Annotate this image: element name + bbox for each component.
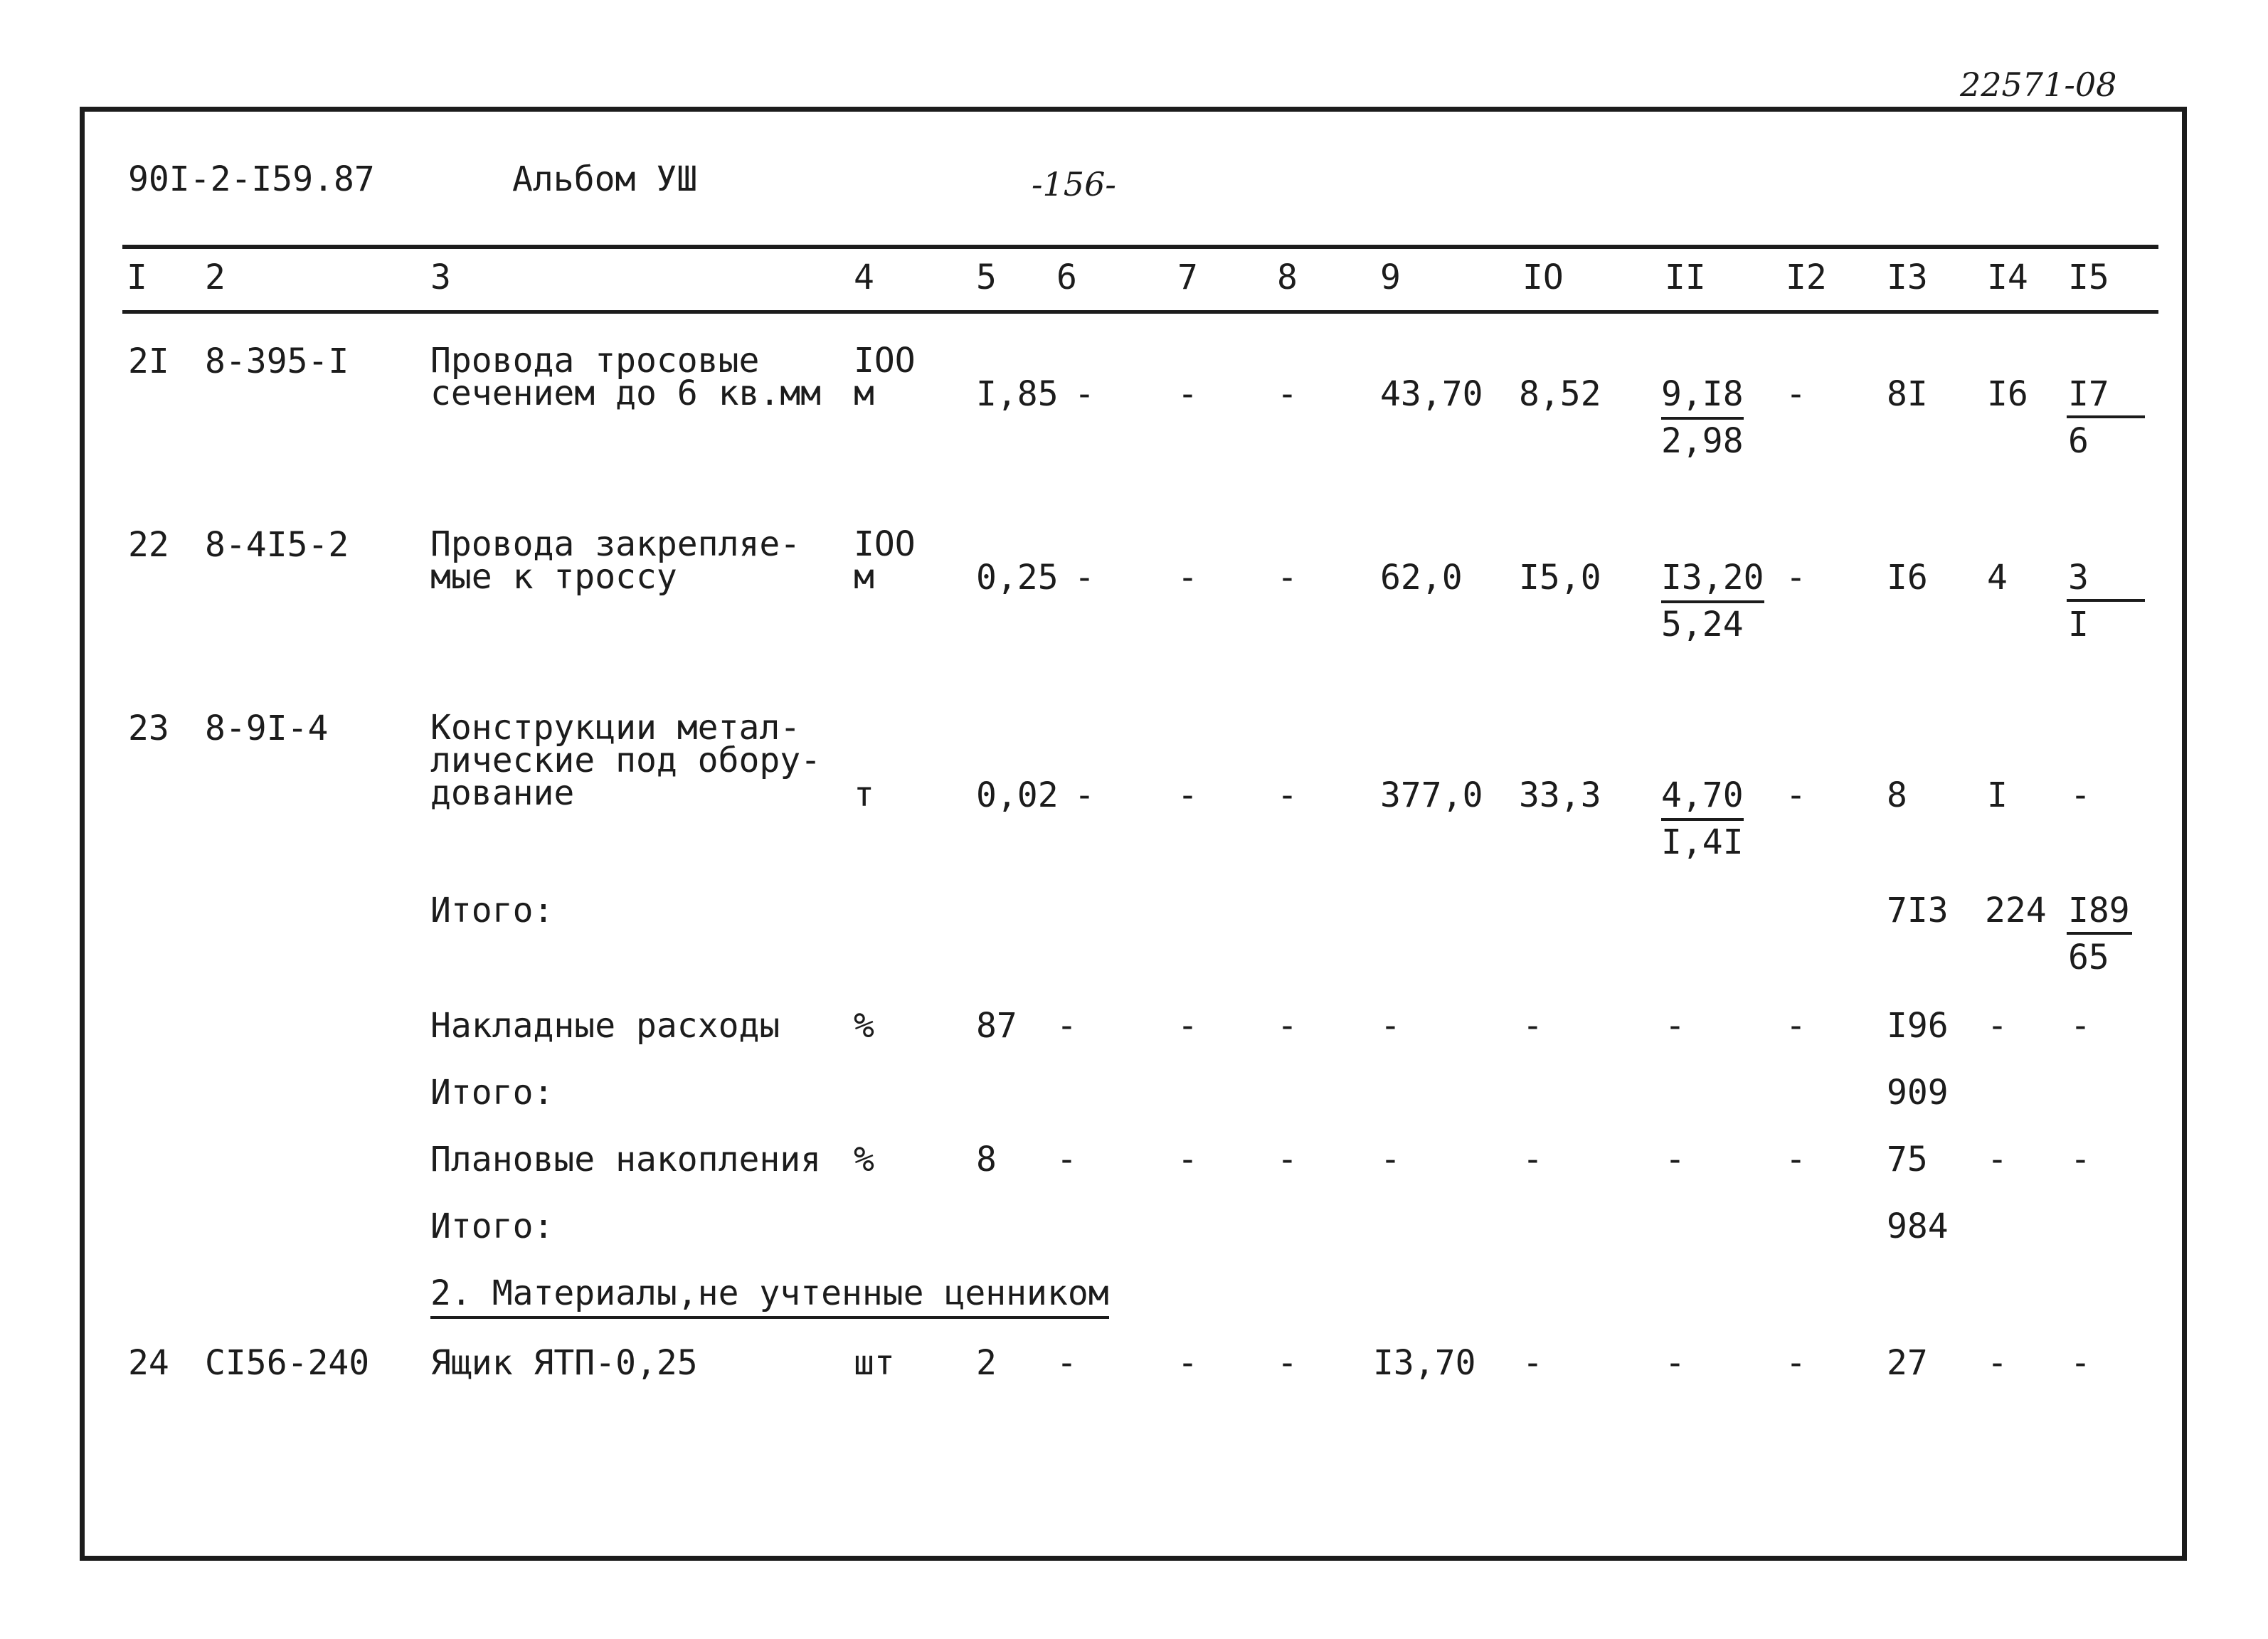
row-unit: IOO м: [854, 341, 916, 413]
col-header-7: 7: [1177, 258, 1198, 297]
col15-fraction-bar: [2067, 599, 2145, 602]
section-heading-text: 2. Материалы,не учтенные ценником: [430, 1273, 1109, 1319]
row-unit: т: [854, 775, 874, 815]
col12-dash: -: [1786, 1140, 1806, 1179]
row-code: 8-395-I: [205, 341, 349, 381]
col12-dash: -: [1786, 1343, 1806, 1383]
col-header-2: 2: [205, 258, 226, 297]
row-code: 8-4I5-2: [205, 525, 349, 565]
col13-value: 27: [1887, 1343, 1928, 1383]
col-header-11: II: [1665, 258, 1706, 297]
col5-value: I,85: [976, 374, 1059, 414]
col5-value: 2: [976, 1343, 997, 1383]
planned-unit: %: [854, 1140, 874, 1179]
col12-value: -: [1786, 775, 1806, 815]
col11-top: 4,70: [1661, 775, 1744, 821]
col10-value: 33,3: [1519, 775, 1601, 815]
col7-dash: -: [1177, 1006, 1198, 1046]
row-code: 8-9I-4: [205, 709, 329, 748]
col5-value: 87: [976, 1006, 1017, 1046]
row-description: Конструкции метал- лические под обору- дование: [430, 708, 822, 813]
col11-fraction: [1661, 558, 1764, 645]
col-header-5: 5: [976, 258, 997, 297]
col14-dash: -: [1987, 1343, 2008, 1383]
col7-value: -: [1177, 775, 1198, 815]
col13-value: 909: [1887, 1073, 1949, 1113]
col-header-15: I5: [2068, 258, 2109, 297]
col13-value: I6: [1887, 558, 1928, 598]
col15-top: 3: [2068, 558, 2089, 598]
overhead-label: Накладные расходы: [430, 1006, 780, 1046]
col10-dash: -: [1522, 1006, 1543, 1046]
row-unit: шт: [854, 1343, 895, 1383]
col11-bottom: 2,98: [1661, 421, 1744, 461]
col5-value: 0,25: [976, 558, 1059, 598]
col12-dash: -: [1786, 1006, 1806, 1046]
col13-value: 8: [1887, 775, 1907, 815]
col15-top: I7: [2068, 374, 2109, 414]
col7-value: -: [1177, 374, 1198, 414]
col11-fraction: [1661, 775, 1744, 862]
col15-dash: -: [2070, 1343, 2091, 1383]
col6-dash: -: [1056, 1006, 1077, 1046]
col13-value: I96: [1887, 1006, 1949, 1046]
row-description: Провода тросовые сечением до 6 кв.мм: [430, 341, 822, 413]
col7-dash: -: [1177, 1343, 1198, 1383]
col13-value: 8I: [1887, 374, 1928, 414]
col14-value: 224: [1985, 891, 2047, 930]
col-header-1: I: [127, 258, 147, 297]
designation: 90I-2-I59.87: [128, 159, 375, 199]
subtotal-label: Итого:: [430, 891, 554, 930]
col8-value: -: [1277, 558, 1298, 598]
col-header-6: 6: [1056, 258, 1077, 297]
row-number: 23: [128, 709, 169, 748]
col-header-4: 4: [854, 258, 874, 297]
col10-value: I5,0: [1519, 558, 1601, 598]
row-unit: IOO м: [854, 524, 916, 597]
col15-fraction-bar: [2067, 415, 2145, 418]
col14-value: I: [1987, 775, 2008, 815]
col8-value: -: [1277, 374, 1298, 414]
col-header-12: I2: [1786, 258, 1827, 297]
col6-dash: -: [1056, 1343, 1077, 1383]
col13-value: 75: [1887, 1140, 1928, 1179]
col7-value: -: [1177, 558, 1198, 598]
col15-bottom: 6: [2068, 421, 2089, 461]
col9-value: 377,0: [1380, 775, 1483, 815]
document-code: 22571-08: [1960, 65, 2117, 104]
row-number: 24: [128, 1343, 169, 1383]
page-frame: [80, 107, 2187, 1561]
col15-dash: -: [2070, 1140, 2091, 1179]
col-header-9: 9: [1380, 258, 1401, 297]
subtotal-label: Итого:: [430, 1206, 554, 1246]
col9-dash: -: [1380, 1006, 1401, 1046]
col-header-8: 8: [1277, 258, 1298, 297]
col13-value: 984: [1887, 1206, 1949, 1246]
col9-value: 62,0: [1380, 558, 1463, 598]
col7-dash: -: [1177, 1140, 1198, 1179]
col10-value: 8,52: [1519, 374, 1601, 414]
col6-dash: -: [1056, 1140, 1077, 1179]
col14-dash: -: [1987, 1140, 2008, 1179]
col15-fraction-bar: [2067, 932, 2132, 935]
planned-label: Плановые накопления: [430, 1140, 822, 1179]
col9-dash: -: [1380, 1140, 1401, 1179]
col11-dash: -: [1665, 1006, 1685, 1046]
col5-value: 0,02: [976, 775, 1059, 815]
col14-dash: -: [1987, 1006, 2008, 1046]
col-header-14: I4: [1987, 258, 2028, 297]
row-number: 22: [128, 525, 169, 565]
col6-value: -: [1074, 558, 1095, 598]
header-top-rule: [122, 245, 2158, 249]
col11-top: 9,I8: [1661, 374, 1744, 420]
col15-bottom: 65: [2068, 938, 2109, 977]
col14-value: I6: [1987, 374, 2028, 414]
row-description: Провода закрепляе- мые к тросcу: [430, 524, 801, 597]
col14-value: 4: [1987, 558, 2008, 598]
col-header-3: 3: [430, 258, 451, 297]
col11-fraction: [1661, 374, 1744, 461]
col15-bottom: I: [2068, 605, 2089, 645]
page-number: -156-: [1032, 165, 1116, 203]
col11-dash: -: [1665, 1140, 1685, 1179]
col11-bottom: 5,24: [1661, 605, 1744, 645]
section-heading: [430, 1273, 1109, 1313]
album-title: Альбом УШ: [512, 159, 698, 199]
col11-bottom: I,4I: [1661, 822, 1744, 862]
col5-value: 8: [976, 1140, 997, 1179]
col12-value: -: [1786, 558, 1806, 598]
col9-value: I3,70: [1373, 1343, 1476, 1383]
col8-value: -: [1277, 775, 1298, 815]
row-code: CI56-240: [205, 1343, 370, 1383]
col15-value: -: [2070, 775, 2091, 815]
col10-dash: -: [1522, 1140, 1543, 1179]
row-number: 2I: [128, 341, 169, 381]
col13-value: 7I3: [1887, 891, 1949, 930]
col12-value: -: [1786, 374, 1806, 414]
col6-value: -: [1074, 775, 1095, 815]
row-description: Ящик ЯТП-0,25: [430, 1343, 698, 1383]
col11-dash: -: [1665, 1343, 1685, 1383]
subtotal-label: Итого:: [430, 1073, 554, 1113]
col-header-13: I3: [1887, 258, 1928, 297]
header-bottom-rule: [122, 310, 2158, 314]
col9-value: 43,70: [1380, 374, 1483, 414]
col10-dash: -: [1522, 1343, 1543, 1383]
col15-top: I89: [2068, 891, 2130, 930]
col8-dash: -: [1277, 1140, 1298, 1179]
col6-value: -: [1074, 374, 1095, 414]
overhead-unit: %: [854, 1006, 874, 1046]
col15-dash: -: [2070, 1006, 2091, 1046]
col11-top: I3,20: [1661, 558, 1764, 603]
col-header-10: IO: [1522, 258, 1564, 297]
col8-dash: -: [1277, 1343, 1298, 1383]
col8-dash: -: [1277, 1006, 1298, 1046]
